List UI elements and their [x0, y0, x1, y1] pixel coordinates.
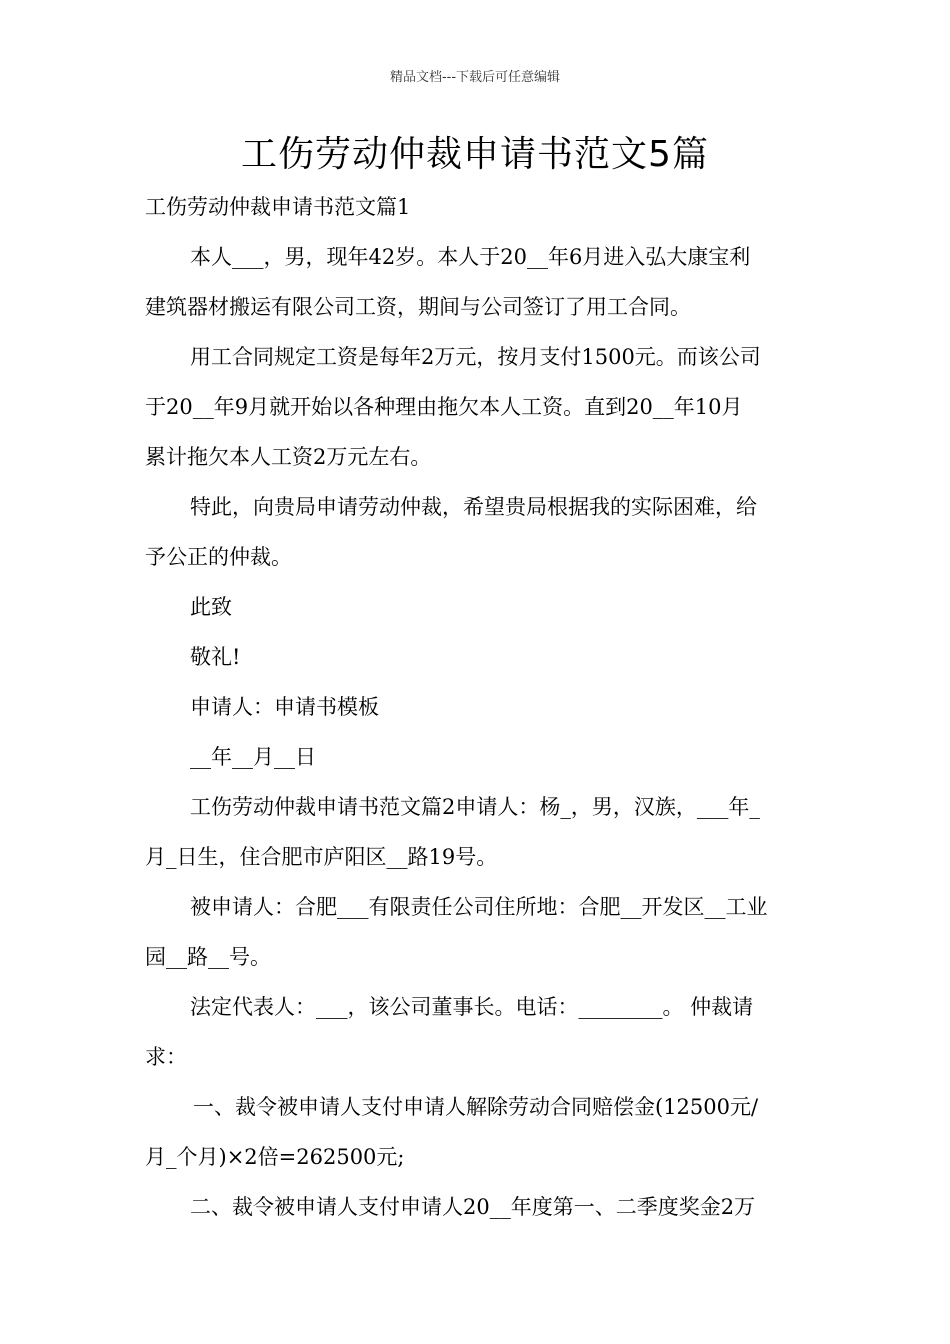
paragraph-line: 本人___，男，现年42岁。本人于20__年6月进入弘大康宝利 — [190, 245, 751, 269]
paragraph-line: 月_个月)×2倍=262500元; — [145, 1145, 405, 1169]
paragraph-line: 此致 — [190, 595, 232, 619]
paragraph-line: 一、裁令被申请人支付申请人解除劳动合同赔偿金(12500元/ — [193, 1095, 759, 1119]
paragraph-line: 敬礼! — [190, 645, 241, 669]
document-body — [145, 182, 809, 1232]
paragraph-line: __年__月__日 — [190, 745, 316, 769]
paragraph-line: 求： — [145, 1045, 187, 1069]
paragraph-line: 建筑器材搬运有限公司工资，期间与公司签订了用工合同。 — [145, 295, 691, 319]
paragraph-line: 工伤劳动仲裁申请书范文篇2申请人：杨_，男，汉族，___年_ — [190, 795, 760, 819]
paragraph-line: 法定代表人：___，该公司董事长。电话：________。 仲裁请 — [190, 995, 754, 1019]
paragraph-line: 园__路__号。 — [145, 945, 271, 969]
paragraph-line: 被申请人：合肥___有限责任公司住所地：合肥__开发区__工业 — [190, 895, 768, 919]
document-title: 工伤劳动仲裁申请书范文5篇 — [241, 134, 709, 175]
paragraph-line: 予公正的仲裁。 — [145, 545, 292, 569]
paragraph-line: 申请人：申请书模板 — [190, 695, 379, 719]
paragraph-line: 工伤劳动仲裁申请书范文篇1 — [145, 195, 411, 219]
paragraph-line: 二、裁令被申请人支付申请人20__年度第一、二季度奖金2万 — [190, 1195, 756, 1219]
paragraph-line: 特此，向贵局申请劳动仲裁，希望贵局根据我的实际困难，给 — [190, 495, 757, 519]
paragraph-line: 月_日生，住合肥市庐阳区__路19号。 — [145, 845, 498, 869]
paragraph-line: 于20__年9月就开始以各种理由拖欠本人工资。直到20__年10月 — [145, 395, 743, 419]
paragraph-line: 用工合同规定工资是每年2万元，按月支付1500元。而该公司 — [190, 345, 761, 369]
header-note: 精品文档---下载后可任意编辑 — [389, 70, 561, 85]
paragraph-line: 累计拖欠本人工资2万元左右。 — [145, 445, 432, 469]
